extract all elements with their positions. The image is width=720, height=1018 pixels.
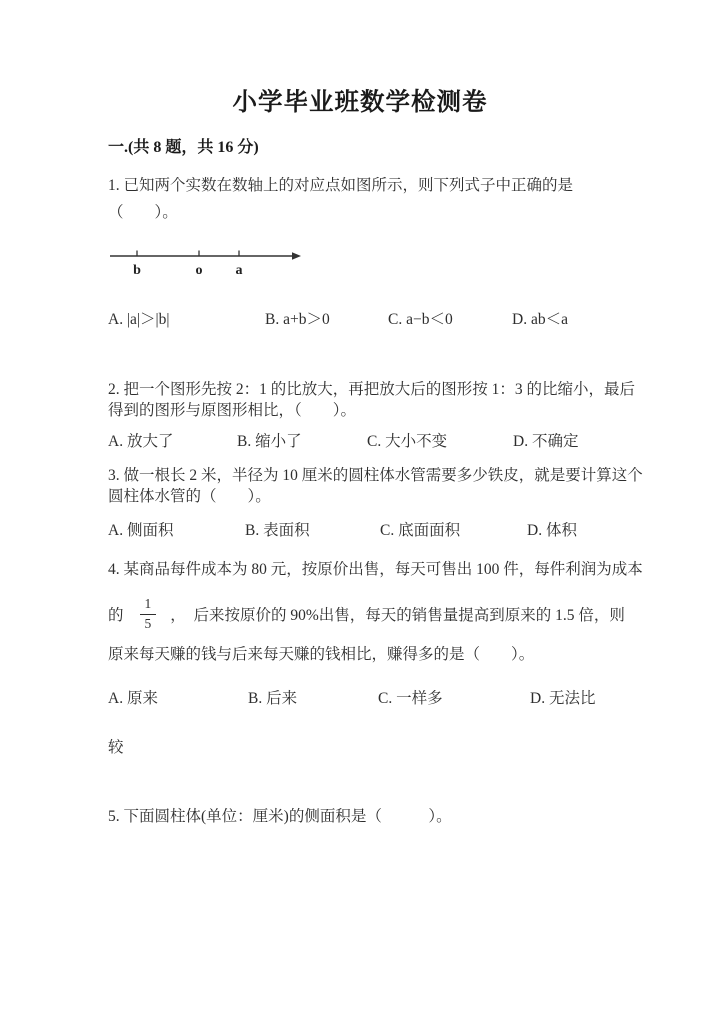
question-4-options bbox=[108, 690, 620, 708]
question-1-text: 1. 已知两个实数在数轴上的对应点如图所示，则下列式子中正确的是 bbox=[108, 177, 574, 194]
q1-option-b: B. a+b＞0 bbox=[265, 311, 330, 328]
q4-line2-prefix: 的 bbox=[108, 607, 124, 624]
number-line-figure bbox=[109, 243, 305, 281]
q1-option-d: D. ab＜a bbox=[512, 311, 568, 328]
question-1-options bbox=[108, 311, 620, 329]
q4-option-d: D. 无法比 bbox=[530, 690, 596, 707]
q3-option-b: B. 表面积 bbox=[245, 522, 310, 539]
question-2-options bbox=[108, 433, 620, 451]
q3-option-a: A. 侧面积 bbox=[108, 522, 174, 539]
q3-option-d: D. 体积 bbox=[527, 522, 577, 539]
question-3-text-line1: 3. 做一根长 2 米，半径为 10 厘米的圆柱体水管需要多少铁皮，就是要计算这个 bbox=[108, 467, 643, 484]
q4-option-a: A. 原来 bbox=[108, 690, 158, 707]
question-4-text-line3: 原来每天赚的钱与后来每天赚的钱相比，赚得多的是（ ）。 bbox=[108, 646, 535, 663]
fraction-one-fifth bbox=[140, 596, 157, 631]
q1-option-a: A. |a|＞|b| bbox=[108, 311, 170, 328]
fraction-numerator: 1 bbox=[140, 596, 157, 614]
q1-option-c: C. a−b＜0 bbox=[388, 311, 453, 328]
question-5-text: 5. 下面圆柱体(单位：厘米)的侧面积是（ ）。 bbox=[108, 808, 452, 825]
q4-line2-suffix: ， 后来按原价的 90%出售，每天的销售量提高到原来的 1.5 倍，则 bbox=[170, 607, 625, 624]
q4-option-c: C. 一样多 bbox=[378, 690, 443, 707]
label-b: b bbox=[133, 263, 141, 278]
question-4-text-line1: 4. 某商品每件成本为 80 元，按原价出售，每天可售出 100 件，每件利润为成本 bbox=[108, 561, 643, 578]
q2-option-c: C. 大小不变 bbox=[367, 433, 448, 450]
label-a: a bbox=[235, 263, 243, 278]
q2-option-b: B. 缩小了 bbox=[237, 433, 302, 450]
q4-option-d-wrapped-text: 较 bbox=[108, 739, 124, 756]
q2-option-d: D. 不确定 bbox=[513, 433, 579, 450]
question-3-text-line2: 圆柱体水管的（ ）。 bbox=[108, 488, 271, 505]
q4-option-b: B. 后来 bbox=[248, 690, 298, 707]
number-line-arrowhead bbox=[292, 252, 301, 260]
question-2-text-line1: 2. 把一个图形先按 2：1 的比放大，再把放大后的图形按 1：3 的比缩小，最后 bbox=[108, 381, 636, 398]
question-2-text-line2: 得到的图形与原图形相比，（ ）。 bbox=[108, 402, 357, 419]
q2-option-a: A. 放大了 bbox=[108, 433, 174, 450]
question-3-options bbox=[108, 522, 620, 540]
question-1-blank: （ ）。 bbox=[108, 204, 178, 221]
page-title: 小学毕业班数学检测卷 bbox=[232, 89, 488, 116]
section-heading: 一.(共 8 题，共 16 分) bbox=[108, 139, 259, 156]
question-4-text-line2 bbox=[108, 592, 625, 636]
q3-option-c: C. 底面面积 bbox=[380, 522, 461, 539]
fraction-denominator: 5 bbox=[144, 615, 152, 631]
label-o: o bbox=[195, 263, 203, 278]
